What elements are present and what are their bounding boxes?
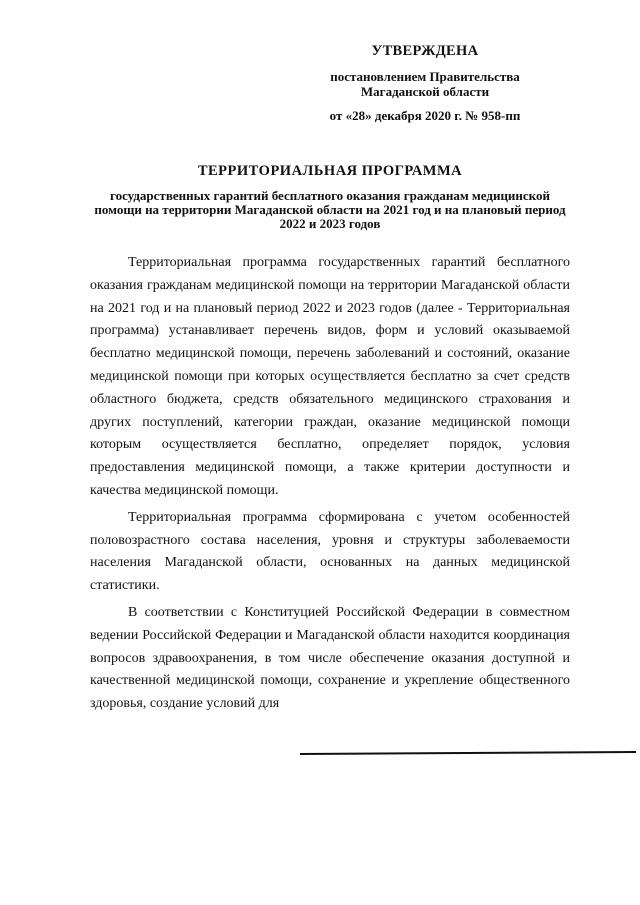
- paragraph: Территориальная программа сформирована с учетом особенностей половозрастного состава населения, уровня и структуры заболеваемости населения Магаданской области, основанных на данных медицинской статистики.: [90, 509, 570, 594]
- document-subtitle: государственных гарантий бесплатного оказания гражданам медицинской помощи на территории Магаданской области на 2021 год и на плановый период 2022 и 2023 годов: [94, 188, 566, 231]
- paragraph: В соответствии с Конституцией Российской Федерации в совместном ведении Российской Федерации и Магаданской области находится координация вопросов здравоохранения, в том числе обеспечение оказания доступной и качественной медицинской помощи, сохранение и укрепление общественного здоровья, создание условий для: [90, 604, 570, 712]
- document-title-block: [90, 163, 570, 231]
- document-body: [90, 252, 570, 720]
- approval-date-number: от «28» декабря 2020 г. № 958-пп: [329, 108, 521, 123]
- approval-resolution: постановлением Правительства Магаданской области: [330, 69, 520, 99]
- paragraph: Территориальная программа государственных гарантий бесплатного оказания гражданам медицинской помощи на территории Магаданской области на 2021 год и на плановый период 2022 и 2023 годов (далее - Территориальная программа) устанавливает перечень видов, форм и условий оказываемой бесплатно медицинской помощи, перечень заболеваний и состояний, оказание медицинской помощи при которых осуществляется бесплатно за счет средств областного бюджета, средств обязательного медицинского страхования и других поступлений, категории граждан, оказание медицинской помощи которым осуществляется бесплатно, определяет порядок, условия предоставления медицинской помощи, а также критерии доступности и качества медицинской помощи.: [90, 255, 570, 498]
- document-title: ТЕРРИТОРИАЛЬНАЯ ПРОГРАММА: [197, 163, 463, 179]
- approved-heading: УТВЕРЖДЕНА: [371, 43, 479, 59]
- approval-stamp: [300, 44, 550, 123]
- page-edge-line: [300, 751, 636, 755]
